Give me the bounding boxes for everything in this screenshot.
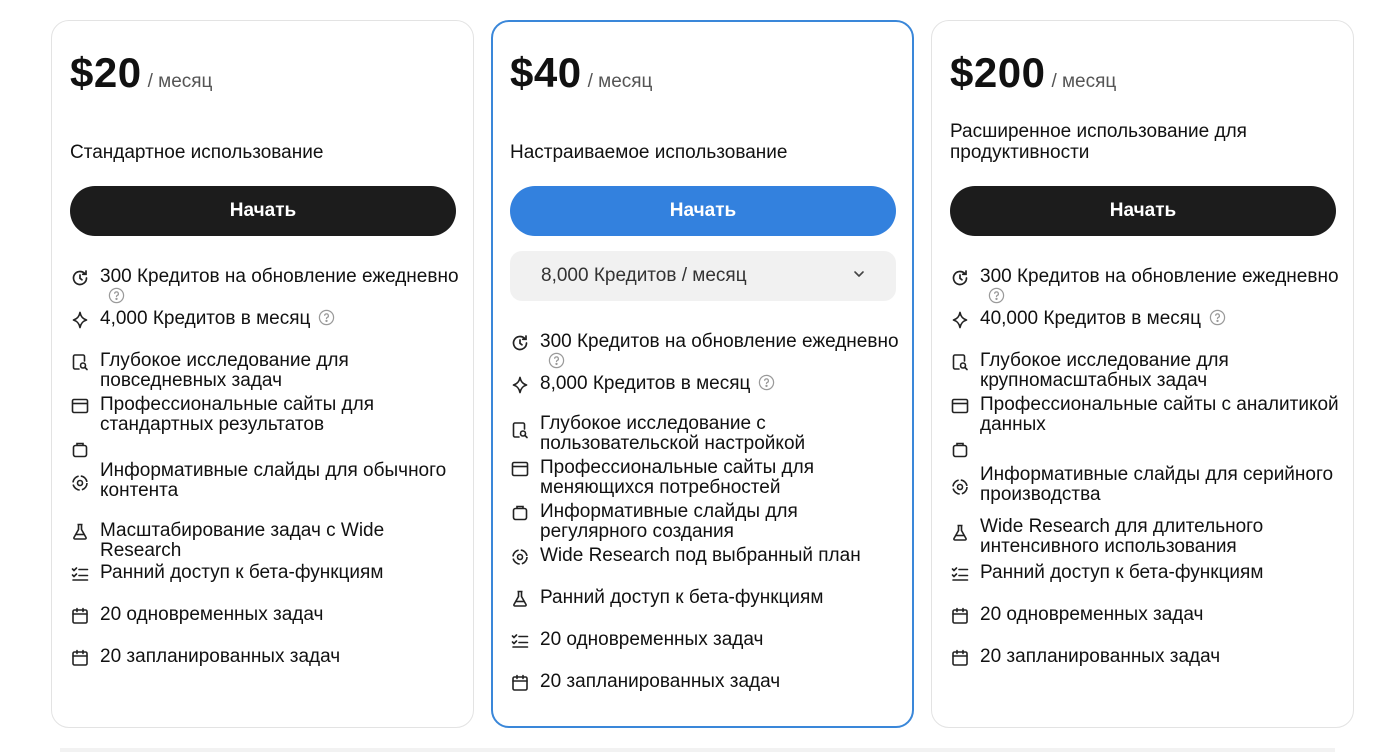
feature-text: Глубокое исследование для повседневных задач <box>100 350 349 391</box>
plan-price: $40 <box>510 49 582 96</box>
feature-text: Информативные слайды для серийного производства <box>980 464 1334 505</box>
slides-icon <box>950 440 970 460</box>
plan-period: / месяц <box>587 71 653 92</box>
calendar-icon <box>950 606 970 626</box>
checklist-icon <box>510 631 530 651</box>
browser-window-icon <box>510 459 530 479</box>
plan-description: Настраиваемое использование <box>510 142 788 163</box>
feature-text: 300 Кредитов на обновление ежедневно <box>540 331 899 352</box>
feature-item <box>950 563 1345 584</box>
plan-card-40 <box>491 20 914 728</box>
help-icon[interactable] <box>548 352 565 369</box>
feature-item <box>510 546 904 567</box>
feature-text: 300 Кредитов на обновление ежедневно <box>980 266 1339 287</box>
sparkle-icon <box>510 375 530 395</box>
feature-text: Wide Research под выбранный план <box>540 545 861 566</box>
doc-search-icon <box>950 352 970 372</box>
feature-item <box>70 521 465 561</box>
credits-select-value: 8,000 Кредитов / месяц <box>541 265 747 286</box>
sparkle-icon <box>70 310 90 330</box>
price-row <box>70 49 455 99</box>
plan-price: $20 <box>70 49 142 96</box>
feature-text: 40,000 Кредитов в месяц <box>980 308 1201 329</box>
feature-item <box>70 351 465 391</box>
refresh-clock-icon <box>950 268 970 288</box>
calendar-icon <box>70 648 90 668</box>
feature-item <box>950 439 1345 460</box>
feature-item <box>70 605 465 626</box>
chevron-down-icon <box>852 265 866 287</box>
feature-item <box>950 395 1345 435</box>
plan-price: $200 <box>950 49 1046 96</box>
feature-item <box>70 395 465 435</box>
start-button[interactable]: Начать <box>510 186 896 236</box>
calendar-icon <box>950 648 970 668</box>
start-button[interactable]: Начать <box>950 186 1336 236</box>
divider <box>60 748 1335 752</box>
feature-item <box>70 461 465 501</box>
feature-text: Масштабирование задач с Wide Research <box>100 520 385 561</box>
feature-item <box>510 630 904 651</box>
feature-text: Профессиональные сайты для стандартных результатов <box>100 394 374 435</box>
feature-item <box>70 647 465 668</box>
feature-item <box>70 439 465 460</box>
checklist-icon <box>70 564 90 584</box>
plan-period: / месяц <box>1051 71 1117 92</box>
feature-item <box>70 267 465 307</box>
price-row <box>510 49 895 99</box>
browser-window-icon <box>950 396 970 416</box>
feature-text: Ранний доступ к бета-функциям <box>100 562 384 583</box>
feature-text: 20 одновременных задач <box>540 629 764 650</box>
feature-text: 20 одновременных задач <box>100 604 324 625</box>
target-icon <box>950 477 970 497</box>
target-icon <box>70 473 90 493</box>
help-icon[interactable] <box>988 287 1005 304</box>
feature-text: 300 Кредитов на обновление ежедневно <box>100 266 459 287</box>
feature-text: 4,000 Кредитов в месяц <box>100 308 311 329</box>
sparkle-icon <box>950 310 970 330</box>
feature-text: 20 запланированных задач <box>980 646 1221 667</box>
feature-text: Профессиональные сайты для меняющихся потребностей <box>540 457 814 498</box>
help-icon[interactable] <box>758 374 775 391</box>
flask-icon <box>70 522 90 542</box>
slides-icon <box>510 503 530 523</box>
browser-window-icon <box>70 396 90 416</box>
calendar-icon <box>510 673 530 693</box>
feature-item <box>70 309 465 330</box>
feature-item <box>510 332 904 372</box>
plan-period: / месяц <box>147 71 213 92</box>
feature-text: Профессиональные сайты с аналитикой данных <box>980 394 1339 435</box>
flask-icon <box>950 523 970 543</box>
feature-item <box>950 647 1345 668</box>
feature-text: Информативные слайды для обычного контента <box>100 460 447 501</box>
plan-description: Стандартное использование <box>70 142 324 163</box>
feature-item <box>950 605 1345 626</box>
flask-icon <box>510 589 530 609</box>
target-icon <box>510 547 530 567</box>
feature-text: Глубокое исследование для крупномасштабных задач <box>980 350 1229 391</box>
feature-item <box>510 502 904 542</box>
help-icon[interactable] <box>108 287 125 304</box>
feature-item <box>510 458 904 498</box>
doc-search-icon <box>510 420 530 440</box>
feature-text: Ранний доступ к бета-функциям <box>980 562 1264 583</box>
feature-item <box>70 563 465 584</box>
feature-item <box>510 374 904 395</box>
feature-text: Wide Research для длительного интенсивного использования <box>980 516 1264 557</box>
feature-text: Информативные слайды для регулярного создания <box>540 501 798 542</box>
feature-item <box>950 267 1345 307</box>
feature-item <box>950 465 1345 505</box>
help-icon[interactable] <box>1209 309 1226 326</box>
feature-item <box>510 414 904 454</box>
feature-text: 20 запланированных задач <box>540 671 781 692</box>
price-row <box>950 49 1335 99</box>
feature-text: Глубокое исследование с пользовательской настройкой <box>540 413 806 454</box>
doc-search-icon <box>70 352 90 372</box>
feature-text: 20 запланированных задач <box>100 646 341 667</box>
start-button[interactable]: Начать <box>70 186 456 236</box>
feature-item <box>950 351 1345 391</box>
feature-text: Ранний доступ к бета-функциям <box>540 587 824 608</box>
checklist-icon <box>950 564 970 584</box>
plan-card-200 <box>931 20 1354 728</box>
slides-icon <box>70 440 90 460</box>
plan-card-20 <box>51 20 474 728</box>
credits-select[interactable] <box>510 251 896 301</box>
feature-text: 8,000 Кредитов в месяц <box>540 373 751 394</box>
refresh-clock-icon <box>510 333 530 353</box>
calendar-icon <box>70 606 90 626</box>
feature-text: 20 одновременных задач <box>980 604 1204 625</box>
feature-item <box>950 309 1345 330</box>
refresh-clock-icon <box>70 268 90 288</box>
feature-item <box>950 517 1345 557</box>
plan-description: Расширенное использование для продуктивности <box>950 121 1247 163</box>
feature-item <box>510 588 904 609</box>
feature-item <box>510 672 904 693</box>
help-icon[interactable] <box>318 309 335 326</box>
